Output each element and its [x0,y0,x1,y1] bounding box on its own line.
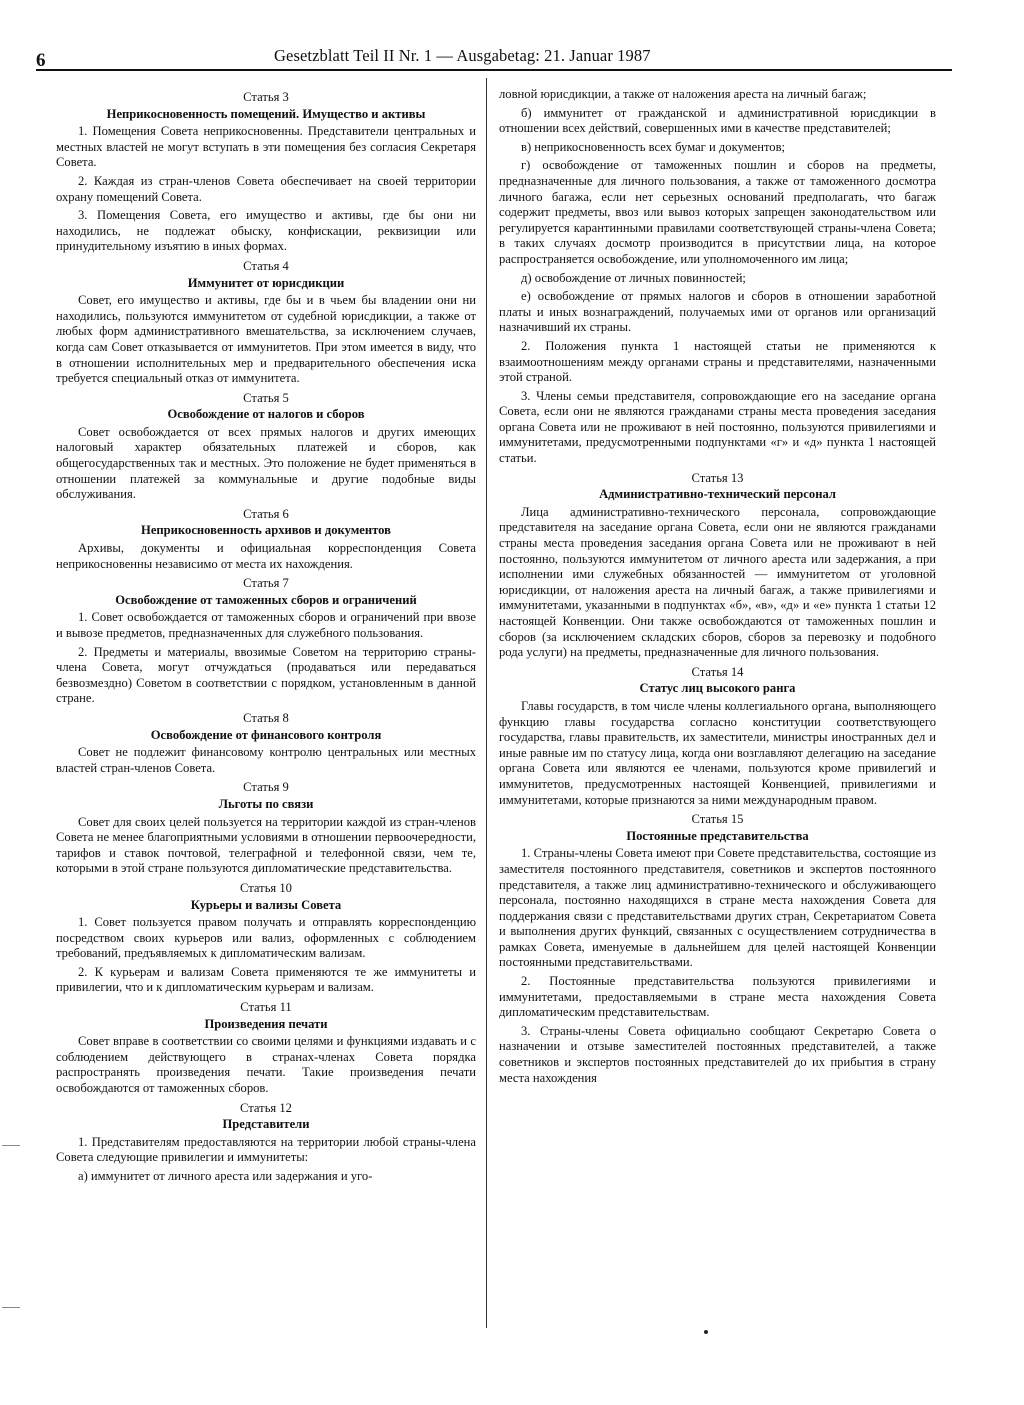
article-number: Статья 10 [240,880,292,895]
margin-dash [2,1307,20,1308]
article-title: Статус лиц высокого ранга [639,681,796,696]
scan-dot [704,1330,708,1334]
paragraph: Совет не подлежит финансовому контролю центральных или местных властей стран-членов Совета. [56,745,476,775]
article-title: Постоянные представительства [626,828,809,843]
article-number: Статья 12 [240,1100,292,1115]
article-title: Освобождение от таможенных сборов и ограничений [115,592,417,607]
page-number: 6 [36,50,46,71]
paragraph: Совет для своих целей пользуется на территории каждой из стран-членов Совета не менее благоприятными условиями в отношении первоочередности, тарифов и ставок почтовой, телеграфной и телефонной связи, чем те, которыми в этой стране пользуются дипломатические представительства. [56,814,476,876]
article-number: Статья 4 [243,258,289,273]
paragraph: г) освобождение от таможенных пошлин и сборов на предметы, предназначенные для личного пользования, а также от таможенного досмотра личного багажа, если нет серьезных оснований предполагать, что багаж содержит предметы, ввоз или вывоз которых запрещен законодательством или регулируется карантинными правилами соответствующей страны-члена Совета; в таких случаях досмотр производится в присутствии лица, на которое распространяется освобождение, или уполномоченного им лица; [499,158,936,266]
article-title: Освобождение от финансового контроля [150,727,382,742]
article-title: Произведения печати [204,1016,328,1031]
article-13 [499,471,936,661]
paragraph: 1. Совет пользуется правом получать и отправлять корреспонденцию посредством своих курьеров или вализ, оформленных с соблюдением требований, предъявляемых к дипломатическим вализам. [56,915,476,961]
article-11 [56,1000,476,1097]
article-4 [56,259,476,387]
article-6 [56,507,476,572]
article-15 [499,812,936,1086]
paragraph: 1. Совет освобождается от таможенных сборов и ограничений при ввозе и вывозе предметов, предназначенных для служебного пользования. [56,610,476,640]
article-number: Статья 14 [691,664,744,679]
article-number: Статья 8 [243,710,289,725]
article-number: Статья 11 [240,1000,292,1015]
article-title: Освобождение от налогов и сборов [167,407,365,422]
article-5 [56,391,476,503]
paragraph: Совет, его имущество и активы, где бы и в чьем бы владении они ни находились, пользуются иммунитетом от судебной юрисдикции, а также от любых форм административного вмешательства, за исключением случаев, когда сам Совет отказывается от иммунитетов. При этом имеется в виду, что в отношении исполнительных мер и предварительного обеспечения иска требуется специальный отказ от иммунитета. [56,293,476,386]
right-column [499,87,936,1090]
paragraph: Совет освобождается от всех прямых налогов и других имеющих налоговый характер обязательных платежей и сборов, как общегосударственных так и местных. Это положение не будет применяться в отношении платежей за коммунальные и другие подобные виды обслуживания. [56,424,476,502]
article-title: Представители [222,1117,310,1132]
paragraph: Лица административно-технического персонала, сопровождающие представителя на заседание органа Совета, если они не являются гражданами страны места проведения заседания органа Совета или не проживают в ней постоянно, пользуются иммунитетом от личного ареста или задержания, а при исполнении ими служебных обязанностей — иммунитетом от уголовной юрисдикции, от наложения ареста на личный багаж, а также привилегиями и иммунитетами, указанными в подпунктах «б», «в», «д» и «е» пункта 1 статьи 12 настоящей Конвенции. Они также освобождаются от таможенных пошлин и сборов (за исключением складских сборов, сборов за перевозку и подобного рода услуги) на предметы, предназначенные для личного пользования. [499,504,936,660]
article-number: Статья 9 [243,780,289,795]
article-title: Неприкосновенность помещений. Имущество и активы [106,106,426,121]
article-title: Административно-технический персонал [599,487,836,502]
article-number: Статья 5 [243,390,289,405]
article-10 [56,881,476,996]
article-9 [56,780,476,877]
paragraph: 3. Помещения Совета, его имущество и активы, где бы они ни находились, не подлежат обыску, конфискации, реквизиции или принудительному изъятию в иных формах. [56,208,476,254]
running-header: Gesetzblatt Teil II Nr. 1 — Ausgabetag: 21. Januar 1987 [274,46,651,65]
article-number: Статья 13 [691,470,744,485]
paragraph: д) освобождение от личных повинностей; [521,270,746,285]
paragraph: Архивы, документы и официальная корреспонденция Совета неприкосновенны независимо от места их нахождения. [56,541,476,571]
article-12-continued [499,87,936,467]
article-14 [499,665,936,808]
paragraph: 3. Страны-члены Совета официально сообщают Секретарю Совета о назначении и отзыве заместителей постоянных представителей, а также советников и экспертов постоянных представителей до их прибытия в страну места нахождения [499,1023,936,1085]
column-divider [486,78,487,1328]
header-rule [36,69,952,71]
paragraph: 1. Помещения Совета неприкосновенны. Представители центральных и местных властей не могут вступать в эти помещения без согласия Секретаря Совета. [56,124,476,170]
paragraph: б) иммунитет от гражданской и административной юрисдикции в отношении всех действий, совершенных ими в качестве представителей; [499,105,936,136]
article-title: Льготы по связи [218,796,314,811]
article-title: Курьеры и вализы Совета [190,897,342,912]
paragraph: а) иммунитет от личного ареста или задержания и уго- [78,1169,373,1183]
paragraph: 3. Члены семьи представителя, сопровождающие его на заседание органа Совета, если они не являются гражданами страны места проведения заседания органа Совета или не проживают в ней постоянно, пользуются привилегиями и иммунитетами, предусмотренными подпунктами «г» и «д» пункта 1 настоящей статьи. [499,388,936,466]
paragraph: 1. Представителям предоставляются на территории любой страны-члена Совета следующие привилегии и иммунитеты: [56,1134,476,1165]
paragraph: Совет вправе в соответствии со своими целями и функциями издавать и с соблюдением действующего в странах-членах Совета порядка распространять произведения печати. Такие произведения печати освобождаются от таможенных сборов. [56,1034,476,1096]
article-number: Статья 15 [691,812,744,827]
paragraph: е) освобождение от прямых налогов и сборов в отношении заработной платы и иных вознаграждений, получаемых ими от органов или организаций назначивший их страны. [499,289,936,335]
paragraph: 2. Каждая из стран-членов Совета обеспечивает на своей территории охрану помещений Совета. [56,173,476,204]
article-number: Статья 6 [243,506,289,521]
paragraph: ловной юрисдикции, а также от наложения ареста на личный багаж; [499,87,867,101]
article-12 [56,1101,476,1185]
article-title: Иммунитет от юрисдикции [187,275,345,290]
left-column [56,88,476,1189]
paragraph: 2. Предметы и материалы, ввозимые Советом на территорию страны-члена Совета, могут отчуждаться (продаваться или передаваться безвозмездно) Советом в соответствии с порядком, установленным в данной стране. [56,644,476,706]
article-7 [56,576,476,707]
paragraph: 1. Страны-члены Совета имеют при Совете представительства, состоящие из заместителя постоянного представителя, советников и экспертов постоянного представителя, а также лиц административно-технического и обслуживающего персонала, постоянно находящихся в стране места нахождения Совета для поддержания связи с представительствами других стран, Секретариатом Совета и выполнения других функций, связанных с осуществлением сотрудничества в рамках Совета, именуемые в дальнейшем для целей настоящей Конвенции постоянными представительствами. [499,846,936,970]
paragraph: 2. К курьерам и вализам Совета применяются те же иммунитеты и привилегии, что и к дипломатическим курьерам и вализам. [56,964,476,995]
article-8 [56,711,476,776]
paragraph: 2. Постоянные представительства пользуются привилегиями и иммунитетами, предоставляемыми в стране места нахождения Совета дипломатическим представительствам. [499,974,936,1020]
article-number: Статья 3 [243,90,289,104]
article-title: Неприкосновенность архивов и документов [141,523,391,538]
article-3 [56,90,476,255]
paragraph: в) неприкосновенность всех бумаг и документов; [521,139,786,154]
paragraph: Главы государств, в том числе члены коллегиального органа, выполняющего функцию главы государства согласно конституции соответствующего государства, главы правительств, их заместители, министры иностранных дел и иные равные им по статусу лица, когда они возглавляют делегацию на заседание органа Совета или являются ее членами, пользуются кроме привилегий и иммунитетов, предусмотренных настоящей Конвенцией, привилегиями и иммунитетами, которые признаются за ними международным правом. [499,698,936,807]
article-number: Статья 7 [243,576,289,591]
paragraph: 2. Положения пункта 1 настоящей статьи не применяются к взаимоотношениям между органами страны и представителями, назначенными этой страной. [499,338,936,385]
margin-dash [2,1145,20,1146]
